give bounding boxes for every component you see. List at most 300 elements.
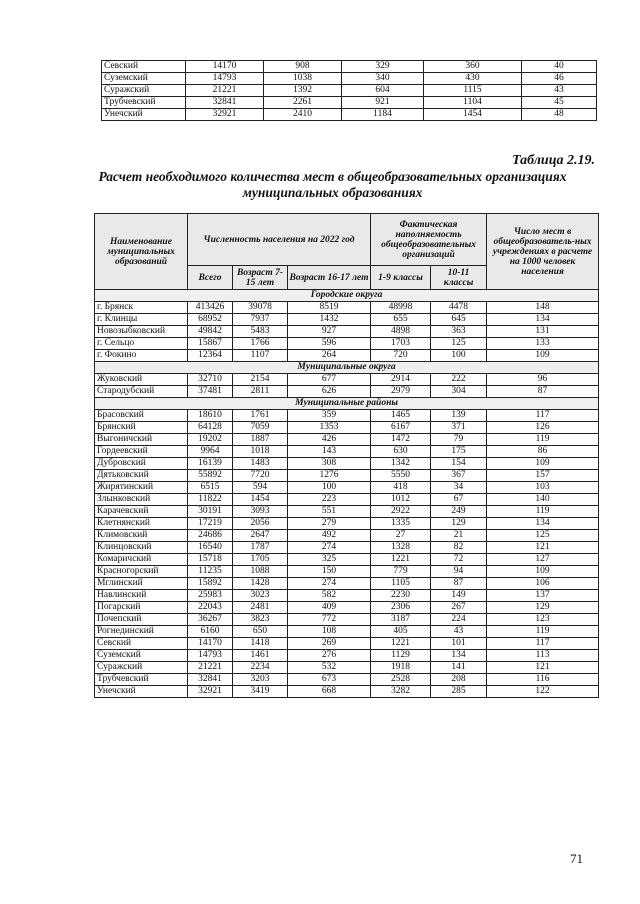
- table-cell: 2914: [371, 374, 431, 386]
- table-cell: 82: [431, 542, 487, 554]
- table-cell: 32921: [188, 686, 233, 698]
- table-cell: 630: [371, 446, 431, 458]
- table-cell: 121: [487, 662, 599, 674]
- page-number: 71: [570, 851, 583, 866]
- table-row: [95, 614, 599, 626]
- table-cell: 594: [233, 482, 288, 494]
- table-cell: 32841: [188, 674, 233, 686]
- table-cell: 1018: [233, 446, 288, 458]
- table-cell: 264: [288, 350, 371, 362]
- table-cell: 94: [431, 566, 487, 578]
- section-row: [95, 398, 599, 410]
- table-caption: [70, 153, 595, 201]
- header-population: Численность населения на 2022 год: [188, 214, 371, 266]
- header-grades-10-11: 10-11 классы: [431, 266, 487, 290]
- table-cell: 30191: [188, 506, 233, 518]
- table-row: [95, 410, 599, 422]
- table-cell: 48998: [371, 302, 431, 314]
- table-cell: 43: [431, 626, 487, 638]
- table-cell: 269: [288, 638, 371, 650]
- table-cell: 32841: [186, 97, 264, 109]
- table-cell: 673: [288, 674, 371, 686]
- row-name: Суражский: [95, 662, 188, 674]
- table-row: [102, 97, 597, 109]
- table-cell: 133: [487, 338, 599, 350]
- table-cell: 12364: [188, 350, 233, 362]
- table-cell: 650: [233, 626, 288, 638]
- table-cell: 129: [487, 602, 599, 614]
- table-row: [95, 506, 599, 518]
- table-cell: 779: [371, 566, 431, 578]
- table-cell: 126: [487, 422, 599, 434]
- table-cell: 908: [264, 61, 342, 73]
- table-body: [95, 290, 599, 698]
- table-row: [95, 494, 599, 506]
- table-row: [95, 518, 599, 530]
- table-cell: 582: [288, 590, 371, 602]
- table-cell: 17219: [188, 518, 233, 530]
- table-cell: 15718: [188, 554, 233, 566]
- row-name: Злынковский: [95, 494, 188, 506]
- table-row: [95, 554, 599, 566]
- table-row: [95, 674, 599, 686]
- table-cell: 79: [431, 434, 487, 446]
- continuation-table-body: [102, 61, 597, 121]
- table-cell: 6160: [188, 626, 233, 638]
- table-cell: 1918: [371, 662, 431, 674]
- table-cell: 1428: [233, 578, 288, 590]
- table-cell: 21: [431, 530, 487, 542]
- table-cell: 34: [431, 482, 487, 494]
- table-row: [95, 338, 599, 350]
- table-cell: 2481: [233, 602, 288, 614]
- table-cell: 113: [487, 650, 599, 662]
- table-row: [95, 530, 599, 542]
- table-cell: 122: [487, 686, 599, 698]
- table-cell: 1472: [371, 434, 431, 446]
- row-name: Мглинский: [95, 578, 188, 590]
- row-name: Суземский: [102, 73, 186, 85]
- table-cell: 1465: [371, 410, 431, 422]
- table-cell: 11235: [188, 566, 233, 578]
- table-cell: 2154: [233, 374, 288, 386]
- row-name: Выгоничский: [95, 434, 188, 446]
- table-cell: 551: [288, 506, 371, 518]
- table-cell: 1276: [288, 470, 371, 482]
- row-name: Жирятинский: [95, 482, 188, 494]
- table-cell: 1703: [371, 338, 431, 350]
- table-row: [95, 590, 599, 602]
- table-cell: 154: [431, 458, 487, 470]
- row-name: г. Сельцо: [95, 338, 188, 350]
- row-name: Дубровский: [95, 458, 188, 470]
- table-cell: 1107: [233, 350, 288, 362]
- table-cell: 1761: [233, 410, 288, 422]
- table-cell: 2306: [371, 602, 431, 614]
- section-title: Городские округа: [95, 290, 599, 302]
- table-cell: 1328: [371, 542, 431, 554]
- table-cell: 5550: [371, 470, 431, 482]
- table-cell: 49842: [188, 326, 233, 338]
- table-cell: 14170: [188, 638, 233, 650]
- table-row: [95, 482, 599, 494]
- table-cell: 64128: [188, 422, 233, 434]
- table-cell: 1454: [233, 494, 288, 506]
- table-cell: 37481: [188, 386, 233, 398]
- header-places: Число мест в общеобразователь-ных учреждениях в расчете на 1000 человек населения: [487, 214, 599, 290]
- header-name: Наименование муниципальных образований: [95, 214, 188, 290]
- table-cell: 157: [487, 470, 599, 482]
- table-cell: 2647: [233, 530, 288, 542]
- table-cell: 604: [342, 85, 424, 97]
- table-cell: 1105: [371, 578, 431, 590]
- table-cell: 43: [522, 85, 597, 97]
- table-cell: 492: [288, 530, 371, 542]
- row-name: Клинцовский: [95, 542, 188, 554]
- table-cell: 223: [288, 494, 371, 506]
- table-cell: 3203: [233, 674, 288, 686]
- table-cell: 927: [288, 326, 371, 338]
- table-row: [95, 578, 599, 590]
- table-cell: 121: [487, 542, 599, 554]
- table-cell: 267: [431, 602, 487, 614]
- table-cell: 772: [288, 614, 371, 626]
- table-cell: 655: [371, 314, 431, 326]
- table-cell: 359: [288, 410, 371, 422]
- table-cell: 224: [431, 614, 487, 626]
- table-cell: 1432: [288, 314, 371, 326]
- table-cell: 329: [342, 61, 424, 73]
- table-cell: 1104: [424, 97, 522, 109]
- table-row: [95, 566, 599, 578]
- row-name: г. Фокино: [95, 350, 188, 362]
- table-cell: 1088: [233, 566, 288, 578]
- table-cell: 11822: [188, 494, 233, 506]
- table-cell: 24686: [188, 530, 233, 542]
- table-cell: 360: [424, 61, 522, 73]
- table-row: [95, 602, 599, 614]
- table-cell: 418: [371, 482, 431, 494]
- table-row: [95, 434, 599, 446]
- table-cell: 3419: [233, 686, 288, 698]
- table-row: [95, 650, 599, 662]
- table-cell: 21221: [188, 662, 233, 674]
- table-cell: 2922: [371, 506, 431, 518]
- table-row: [95, 374, 599, 386]
- table-cell: 6167: [371, 422, 431, 434]
- row-name: Клетнянский: [95, 518, 188, 530]
- table-cell: 1353: [288, 422, 371, 434]
- school-places-table: [94, 213, 599, 698]
- row-name: Суражский: [102, 85, 186, 97]
- section-title: Муниципальные округа: [95, 362, 599, 374]
- table-cell: 134: [487, 518, 599, 530]
- header-age-16-17: Возраст 16-17 лет: [288, 266, 371, 290]
- table-cell: 117: [487, 638, 599, 650]
- table-row: [95, 662, 599, 674]
- table-cell: 208: [431, 674, 487, 686]
- table-cell: 100: [431, 350, 487, 362]
- row-name: Погарский: [95, 602, 188, 614]
- table-cell: 143: [288, 446, 371, 458]
- table-cell: 4478: [431, 302, 487, 314]
- row-name: Суземский: [95, 650, 188, 662]
- continuation-table: [101, 60, 597, 121]
- table-row: [95, 626, 599, 638]
- table-cell: 5483: [233, 326, 288, 338]
- section-row: [95, 362, 599, 374]
- table-cell: 409: [288, 602, 371, 614]
- header-total: Всего: [188, 266, 233, 290]
- table-cell: 137: [487, 590, 599, 602]
- table-cell: 125: [487, 530, 599, 542]
- table-cell: 1129: [371, 650, 431, 662]
- table-cell: 3187: [371, 614, 431, 626]
- table-cell: 119: [487, 626, 599, 638]
- table-cell: 3093: [233, 506, 288, 518]
- table-cell: 3282: [371, 686, 431, 698]
- table-cell: 125: [431, 338, 487, 350]
- table-cell: 9964: [188, 446, 233, 458]
- table-cell: 96: [487, 374, 599, 386]
- table-cell: 32710: [188, 374, 233, 386]
- table-cell: 367: [431, 470, 487, 482]
- table-cell: 276: [288, 650, 371, 662]
- table-cell: 405: [371, 626, 431, 638]
- table-cell: 2528: [371, 674, 431, 686]
- table-cell: 371: [431, 422, 487, 434]
- table-cell: 25983: [188, 590, 233, 602]
- table-cell: 7059: [233, 422, 288, 434]
- table-cell: 129: [431, 518, 487, 530]
- table-cell: 1705: [233, 554, 288, 566]
- table-row: [95, 422, 599, 434]
- table-cell: 32921: [186, 109, 264, 121]
- table-cell: 2056: [233, 518, 288, 530]
- table-cell: 14170: [186, 61, 264, 73]
- row-name: г. Клинцы: [95, 314, 188, 326]
- table-cell: 677: [288, 374, 371, 386]
- table-row: [95, 542, 599, 554]
- table-cell: 274: [288, 578, 371, 590]
- table-cell: 116: [487, 674, 599, 686]
- table-cell: 413426: [188, 302, 233, 314]
- table-cell: 2230: [371, 590, 431, 602]
- row-name: Жуковский: [95, 374, 188, 386]
- table-cell: 18610: [188, 410, 233, 422]
- row-name: Гордеевский: [95, 446, 188, 458]
- table-cell: 222: [431, 374, 487, 386]
- table-cell: 175: [431, 446, 487, 458]
- table-cell: 39078: [233, 302, 288, 314]
- table-cell: 921: [342, 97, 424, 109]
- table-cell: 27: [371, 530, 431, 542]
- row-name: Рогнединский: [95, 626, 188, 638]
- table-cell: 3023: [233, 590, 288, 602]
- table-cell: 1038: [264, 73, 342, 85]
- table-cell: 668: [288, 686, 371, 698]
- table-cell: 139: [431, 410, 487, 422]
- table-cell: 1392: [264, 85, 342, 97]
- table-cell: 109: [487, 458, 599, 470]
- table-cell: 86: [487, 446, 599, 458]
- table-cell: 3823: [233, 614, 288, 626]
- table-cell: 87: [487, 386, 599, 398]
- table-cell: 1454: [424, 109, 522, 121]
- table-cell: 1115: [424, 85, 522, 97]
- section-row: [95, 290, 599, 302]
- table-cell: 596: [288, 338, 371, 350]
- table-cell: 279: [288, 518, 371, 530]
- table-row: [95, 350, 599, 362]
- table-cell: 87: [431, 578, 487, 590]
- table-cell: 7720: [233, 470, 288, 482]
- table-cell: 626: [288, 386, 371, 398]
- table-row: [95, 458, 599, 470]
- table-row: [95, 326, 599, 338]
- table-row: [102, 61, 597, 73]
- row-name: Унечский: [102, 109, 186, 121]
- table-row: [95, 302, 599, 314]
- header-actual: Фактическая наполняемость общеобразовательных организаций: [371, 214, 487, 266]
- table-cell: 532: [288, 662, 371, 674]
- table-cell: 67: [431, 494, 487, 506]
- row-name: Севский: [102, 61, 186, 73]
- table-cell: 1461: [233, 650, 288, 662]
- table-cell: 19202: [188, 434, 233, 446]
- table-row: [95, 386, 599, 398]
- row-name: Трубчевский: [95, 674, 188, 686]
- table-cell: 15892: [188, 578, 233, 590]
- table-cell: 48: [522, 109, 597, 121]
- table-cell: 68952: [188, 314, 233, 326]
- table-cell: 123: [487, 614, 599, 626]
- table-cell: 308: [288, 458, 371, 470]
- table-cell: 1418: [233, 638, 288, 650]
- table-cell: 7937: [233, 314, 288, 326]
- table-cell: 1766: [233, 338, 288, 350]
- table-cell: 55892: [188, 470, 233, 482]
- table-cell: 134: [487, 314, 599, 326]
- table-cell: 8519: [288, 302, 371, 314]
- table-cell: 4898: [371, 326, 431, 338]
- table-row: [102, 85, 597, 97]
- row-name: Новозыбковский: [95, 326, 188, 338]
- table-cell: 304: [431, 386, 487, 398]
- row-name: Трубчевский: [102, 97, 186, 109]
- table-cell: 2410: [264, 109, 342, 121]
- table-cell: 148: [487, 302, 599, 314]
- table-cell: 1887: [233, 434, 288, 446]
- table-header: [95, 214, 599, 290]
- table-cell: 645: [431, 314, 487, 326]
- table-cell: 274: [288, 542, 371, 554]
- table-cell: 117: [487, 410, 599, 422]
- table-cell: 16540: [188, 542, 233, 554]
- table-cell: 6515: [188, 482, 233, 494]
- table-row: [95, 686, 599, 698]
- table-cell: 106: [487, 578, 599, 590]
- row-name: Навлинский: [95, 590, 188, 602]
- table-cell: 1221: [371, 638, 431, 650]
- row-name: Дятьковский: [95, 470, 188, 482]
- table-cell: 119: [487, 434, 599, 446]
- table-cell: 1335: [371, 518, 431, 530]
- table-row: [102, 109, 597, 121]
- table-row: [95, 638, 599, 650]
- table-cell: 14793: [186, 73, 264, 85]
- table-cell: 285: [431, 686, 487, 698]
- table-cell: 249: [431, 506, 487, 518]
- table-cell: 150: [288, 566, 371, 578]
- table-cell: 109: [487, 350, 599, 362]
- table-cell: 2261: [264, 97, 342, 109]
- table-cell: 325: [288, 554, 371, 566]
- table-cell: 1221: [371, 554, 431, 566]
- row-name: Почепский: [95, 614, 188, 626]
- table-cell: 1184: [342, 109, 424, 121]
- table-cell: 1483: [233, 458, 288, 470]
- table-cell: 100: [288, 482, 371, 494]
- table-cell: 14793: [188, 650, 233, 662]
- table-cell: 15867: [188, 338, 233, 350]
- row-name: Карачевский: [95, 506, 188, 518]
- table-cell: 149: [431, 590, 487, 602]
- table-cell: 36267: [188, 614, 233, 626]
- table-cell: 21221: [186, 85, 264, 97]
- section-title: Муниципальные районы: [95, 398, 599, 410]
- table-cell: 340: [342, 73, 424, 85]
- table-row: [95, 446, 599, 458]
- table-cell: 363: [431, 326, 487, 338]
- row-name: г. Брянск: [95, 302, 188, 314]
- table-cell: 103: [487, 482, 599, 494]
- table-cell: 426: [288, 434, 371, 446]
- table-cell: 108: [288, 626, 371, 638]
- row-name: Климовский: [95, 530, 188, 542]
- table-cell: 2979: [371, 386, 431, 398]
- table-cell: 16139: [188, 458, 233, 470]
- table-cell: 101: [431, 638, 487, 650]
- table-cell: 134: [431, 650, 487, 662]
- table-cell: 1342: [371, 458, 431, 470]
- table-title-line-2: муниципальных образованиях: [242, 185, 423, 200]
- table-title-line-1: Расчет необходимого количества мест в общеобразовательных организациях: [98, 169, 567, 184]
- table-row: [95, 314, 599, 326]
- row-name: Севский: [95, 638, 188, 650]
- row-name: Унечский: [95, 686, 188, 698]
- table-number: Таблица 2.19.: [512, 153, 595, 168]
- table-cell: 119: [487, 506, 599, 518]
- row-name: Брасовский: [95, 410, 188, 422]
- table-cell: 45: [522, 97, 597, 109]
- table-cell: 2811: [233, 386, 288, 398]
- row-name: Стародубский: [95, 386, 188, 398]
- table-cell: 22043: [188, 602, 233, 614]
- table-cell: 141: [431, 662, 487, 674]
- table-cell: 1787: [233, 542, 288, 554]
- table-cell: 1012: [371, 494, 431, 506]
- row-name: Брянский: [95, 422, 188, 434]
- table-cell: 46: [522, 73, 597, 85]
- table-cell: 720: [371, 350, 431, 362]
- table-cell: 109: [487, 566, 599, 578]
- table-cell: 2234: [233, 662, 288, 674]
- table-cell: 127: [487, 554, 599, 566]
- row-name: Красногорский: [95, 566, 188, 578]
- table-cell: 430: [424, 73, 522, 85]
- table-row: [102, 73, 597, 85]
